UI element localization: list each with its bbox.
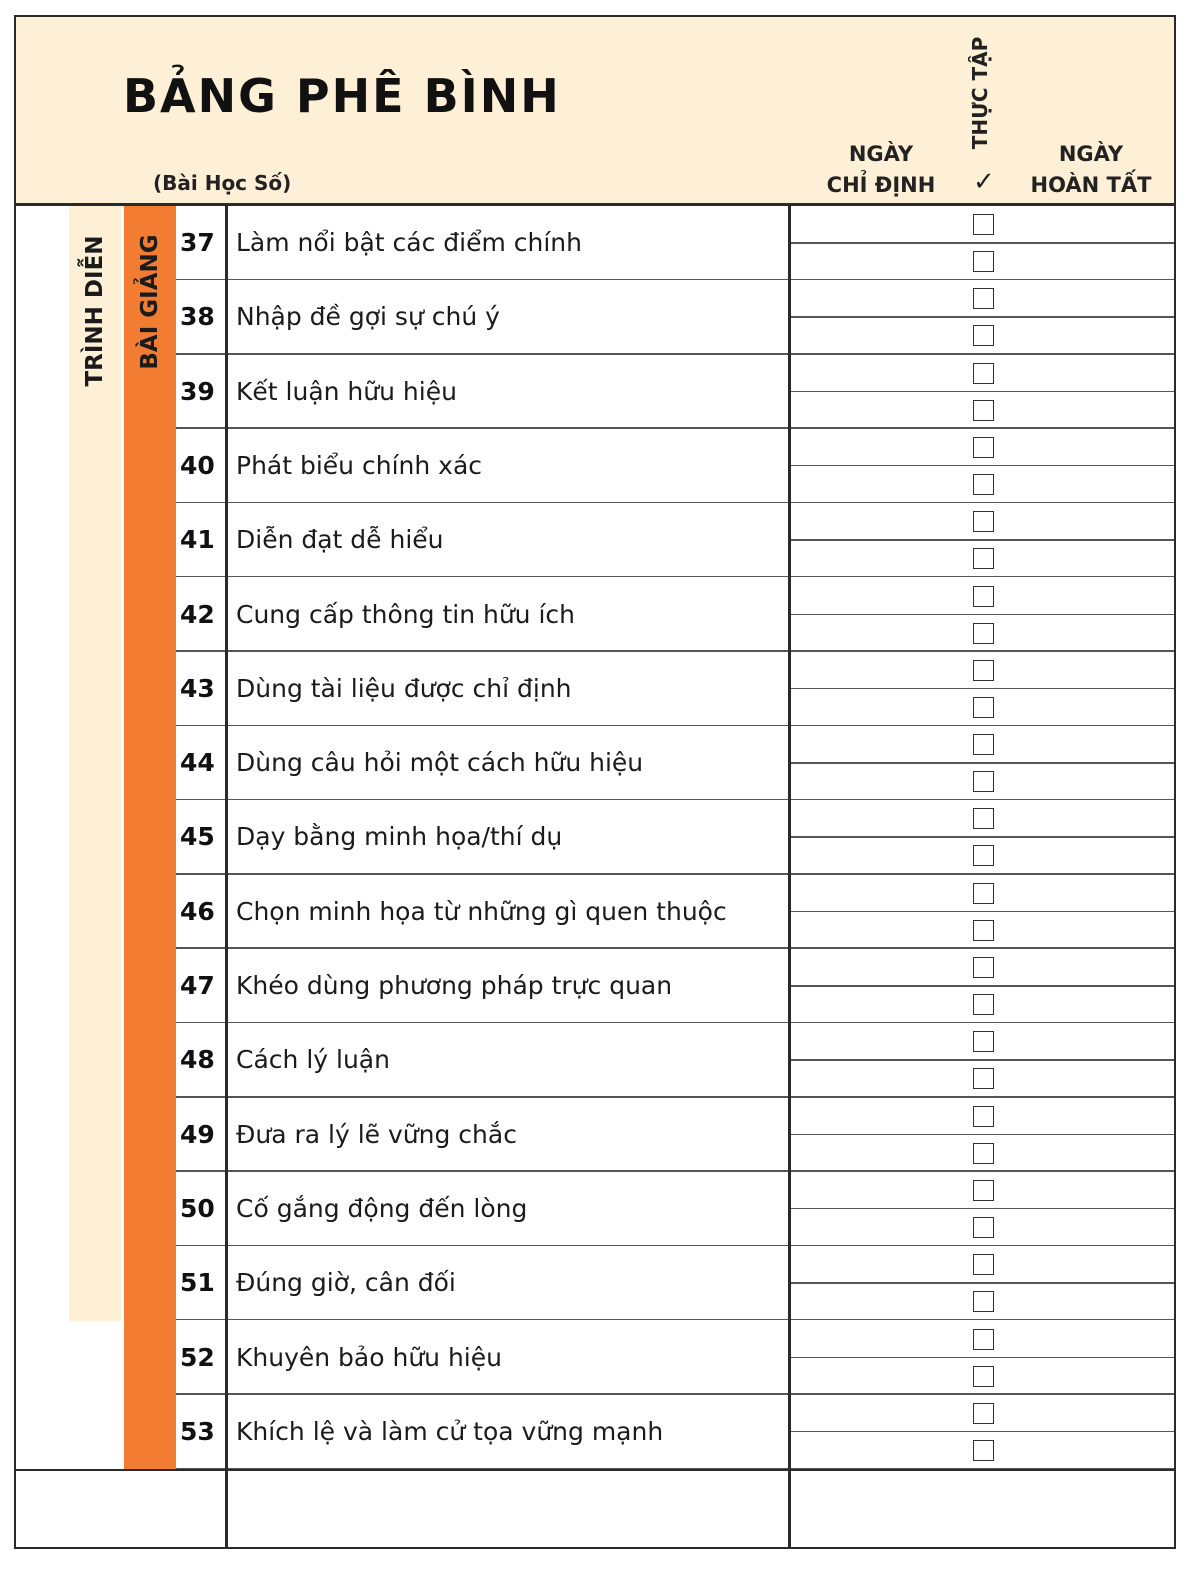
lesson-number-subtitle: (Bài Học Số) <box>153 171 292 195</box>
lesson-title: Dạy bằng minh họa/thí dụ <box>236 822 563 852</box>
practice-checkbox[interactable] <box>973 1068 994 1089</box>
checkmark-icon: ✓ <box>973 167 995 197</box>
practice-checkbox[interactable] <box>973 808 994 829</box>
lesson-number: 44 <box>180 748 215 778</box>
date-line <box>791 1208 1174 1210</box>
lesson-number: 45 <box>180 822 215 852</box>
lesson-number: 50 <box>180 1193 215 1223</box>
lesson-row <box>176 429 1174 503</box>
page-title: BẢNG PHÊ BÌNH <box>123 69 561 123</box>
date-line <box>791 1134 1174 1136</box>
practice-checkbox[interactable] <box>973 363 994 384</box>
lesson-row <box>176 1395 1174 1469</box>
date-line <box>791 1059 1174 1061</box>
lesson-row <box>176 1023 1174 1097</box>
lesson-number: 52 <box>180 1342 215 1372</box>
practice-checkbox[interactable] <box>973 1106 994 1127</box>
lesson-number: 37 <box>180 228 215 257</box>
practice-checkbox[interactable] <box>973 437 994 458</box>
lesson-number: 39 <box>180 376 215 406</box>
lesson-number: 43 <box>180 673 215 703</box>
practice-checkbox[interactable] <box>973 1217 994 1238</box>
lesson-title: Làm nổi bật các điểm chính <box>236 228 582 257</box>
lesson-number: 40 <box>180 450 215 480</box>
lesson-title: Khuyên bảo hữu hiệu <box>236 1342 502 1372</box>
lesson-number: 48 <box>180 1045 215 1075</box>
practice-header: THỰC TẬP <box>968 36 992 150</box>
lesson-row <box>176 503 1174 577</box>
practice-checkbox[interactable] <box>973 251 994 272</box>
date-line <box>791 836 1174 838</box>
practice-checkbox[interactable] <box>973 1403 994 1424</box>
divider <box>16 1469 1174 1471</box>
date-line <box>791 1282 1174 1284</box>
lesson-row <box>176 1172 1174 1246</box>
lesson-row <box>176 726 1174 800</box>
lesson-row <box>176 652 1174 726</box>
practice-checkbox[interactable] <box>973 586 994 607</box>
practice-checkbox[interactable] <box>973 511 994 532</box>
lesson-row <box>176 280 1174 354</box>
assigned-date-header-line1: NGÀY <box>848 142 914 166</box>
practice-checkbox[interactable] <box>973 288 994 309</box>
date-line <box>791 391 1174 393</box>
assigned-date-header <box>811 139 951 201</box>
practice-checkbox[interactable] <box>973 1291 994 1312</box>
lesson-row <box>176 355 1174 429</box>
lesson-number: 38 <box>180 302 215 332</box>
lesson-title: Diễn đạt dễ hiểu <box>236 525 444 555</box>
lesson-row <box>176 875 1174 949</box>
lesson-number: 46 <box>180 896 215 926</box>
practice-checkbox[interactable] <box>973 1440 994 1461</box>
practice-checkbox[interactable] <box>973 957 994 978</box>
date-line <box>791 762 1174 764</box>
practice-checkbox[interactable] <box>973 1329 994 1350</box>
date-line <box>791 985 1174 987</box>
assigned-date-header-line2: CHỈ ĐỊNH <box>826 173 936 197</box>
practice-checkbox[interactable] <box>973 697 994 718</box>
divider <box>225 206 228 1549</box>
date-line <box>791 688 1174 690</box>
lesson-row <box>176 1098 1174 1172</box>
presentation-band-label: TRÌNH DIỄN <box>82 235 108 387</box>
practice-checkbox[interactable] <box>973 845 994 866</box>
sheet-header <box>16 17 1174 206</box>
practice-checkbox[interactable] <box>973 548 994 569</box>
practice-checkbox[interactable] <box>973 883 994 904</box>
practice-checkbox[interactable] <box>973 474 994 495</box>
practice-checkbox[interactable] <box>973 994 994 1015</box>
lesson-title: Đưa ra lý lẽ vững chắc <box>236 1119 517 1149</box>
completed-date-header-line1: NGÀY <box>1058 142 1124 166</box>
practice-checkbox[interactable] <box>973 1031 994 1052</box>
lesson-title: Nhập đề gợi sự chú ý <box>236 302 500 332</box>
practice-checkbox[interactable] <box>973 400 994 421</box>
critique-sheet <box>14 15 1176 1549</box>
lesson-row <box>176 206 1174 280</box>
lesson-number: 42 <box>180 599 215 629</box>
date-line <box>791 465 1174 467</box>
lesson-title: Khích lệ và làm cử tọa vững mạnh <box>236 1416 664 1446</box>
date-line <box>791 911 1174 913</box>
lesson-title: Cố gắng động đến lòng <box>236 1193 528 1223</box>
practice-checkbox[interactable] <box>973 1180 994 1201</box>
date-line <box>791 1357 1174 1359</box>
divider <box>788 206 791 1549</box>
lesson-title: Cách lý luận <box>236 1045 390 1075</box>
lesson-title: Đúng giờ, cân đối <box>236 1268 456 1298</box>
practice-checkbox[interactable] <box>973 1366 994 1387</box>
lesson-number: 47 <box>180 971 215 1000</box>
teaching-band-label: BÀI GIẢNG <box>137 234 163 370</box>
date-line <box>791 1431 1174 1433</box>
practice-checkbox[interactable] <box>973 771 994 792</box>
date-line <box>791 242 1174 244</box>
lesson-number: 49 <box>180 1119 215 1149</box>
lesson-number: 53 <box>180 1416 215 1446</box>
lesson-row <box>176 800 1174 874</box>
practice-checkbox[interactable] <box>973 920 994 941</box>
lesson-title: Dùng tài liệu được chỉ định <box>236 673 572 703</box>
lesson-row <box>176 578 1174 652</box>
date-line <box>791 316 1174 318</box>
lesson-title: Chọn minh họa từ những gì quen thuộc <box>236 896 727 926</box>
lesson-row <box>176 1321 1174 1395</box>
lesson-row <box>176 949 1174 1023</box>
practice-checkbox[interactable] <box>973 1254 994 1275</box>
practice-checkbox[interactable] <box>973 623 994 644</box>
practice-checkbox[interactable] <box>973 660 994 681</box>
lesson-number: 51 <box>180 1268 215 1298</box>
completed-date-header-line2: HOÀN TẤT <box>1030 173 1152 197</box>
completed-date-header <box>1021 139 1161 201</box>
date-line <box>791 614 1174 616</box>
lesson-row <box>176 1246 1174 1320</box>
lesson-title: Cung cấp thông tin hữu ích <box>236 599 576 629</box>
lesson-title: Dùng câu hỏi một cách hữu hiệu <box>236 748 644 778</box>
teaching-band <box>124 206 176 1470</box>
practice-checkbox[interactable] <box>973 734 994 755</box>
date-line <box>791 539 1174 541</box>
lesson-title: Khéo dùng phương pháp trực quan <box>236 971 673 1000</box>
practice-checkbox[interactable] <box>973 1143 994 1164</box>
lesson-title: Phát biểu chính xác <box>236 450 483 480</box>
lesson-title: Kết luận hữu hiệu <box>236 376 457 406</box>
practice-checkbox[interactable] <box>973 325 994 346</box>
practice-checkbox[interactable] <box>973 214 994 235</box>
lesson-number: 41 <box>180 525 215 555</box>
